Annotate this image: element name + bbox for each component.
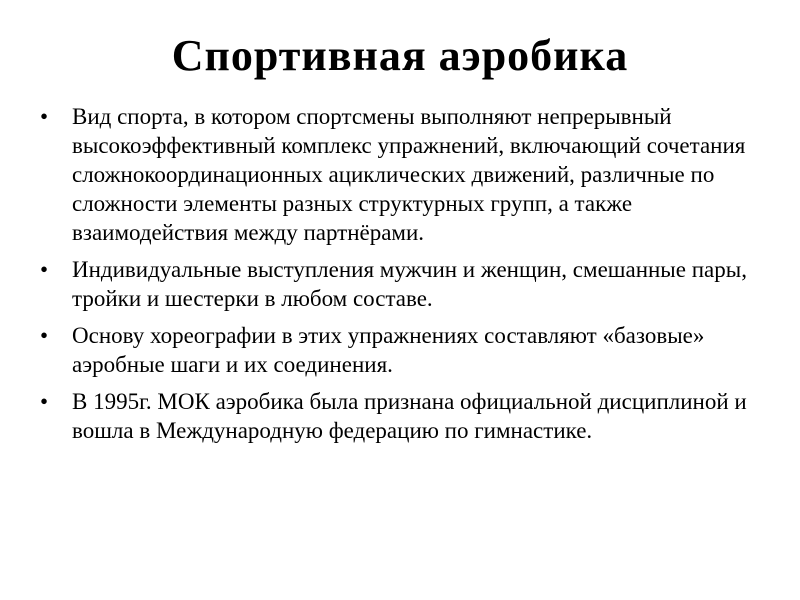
bullet-item-history bbox=[40, 387, 780, 445]
bullet-icon: • bbox=[40, 257, 49, 282]
bullet-icon: • bbox=[40, 389, 49, 414]
bullet-item-choreography bbox=[40, 321, 780, 379]
slide-title: Спортивная аэробика bbox=[171, 31, 629, 80]
bullet-text: Вид спорта, в котором спортсмены выполняют непрерывный высокоэффективный комплекс упражнений, включающий сочетания сложнокоординационных ациклических движений, различные по сложности элементы разных структурных групп, а также взаимодействия между партнёрами. bbox=[72, 104, 746, 245]
bullet-item-sport-definition bbox=[40, 102, 780, 247]
bullet-list bbox=[40, 102, 780, 453]
bullet-item-performances bbox=[40, 255, 780, 313]
bullet-text: Индивидуальные выступления мужчин и женщин, смешанные пары, тройки и шестерки в любом составе. bbox=[72, 257, 747, 311]
bullet-icon: • bbox=[40, 104, 49, 129]
bullet-text: В 1995г. МОК аэробика была признана официальной дисциплиной и вошла в Международную федерацию по гимнастике. bbox=[72, 389, 747, 443]
bullet-icon: • bbox=[40, 323, 49, 348]
bullet-text: Основу хореографии в этих упражнениях составляют «базовые» аэробные шаги и их соединения. bbox=[72, 323, 705, 377]
